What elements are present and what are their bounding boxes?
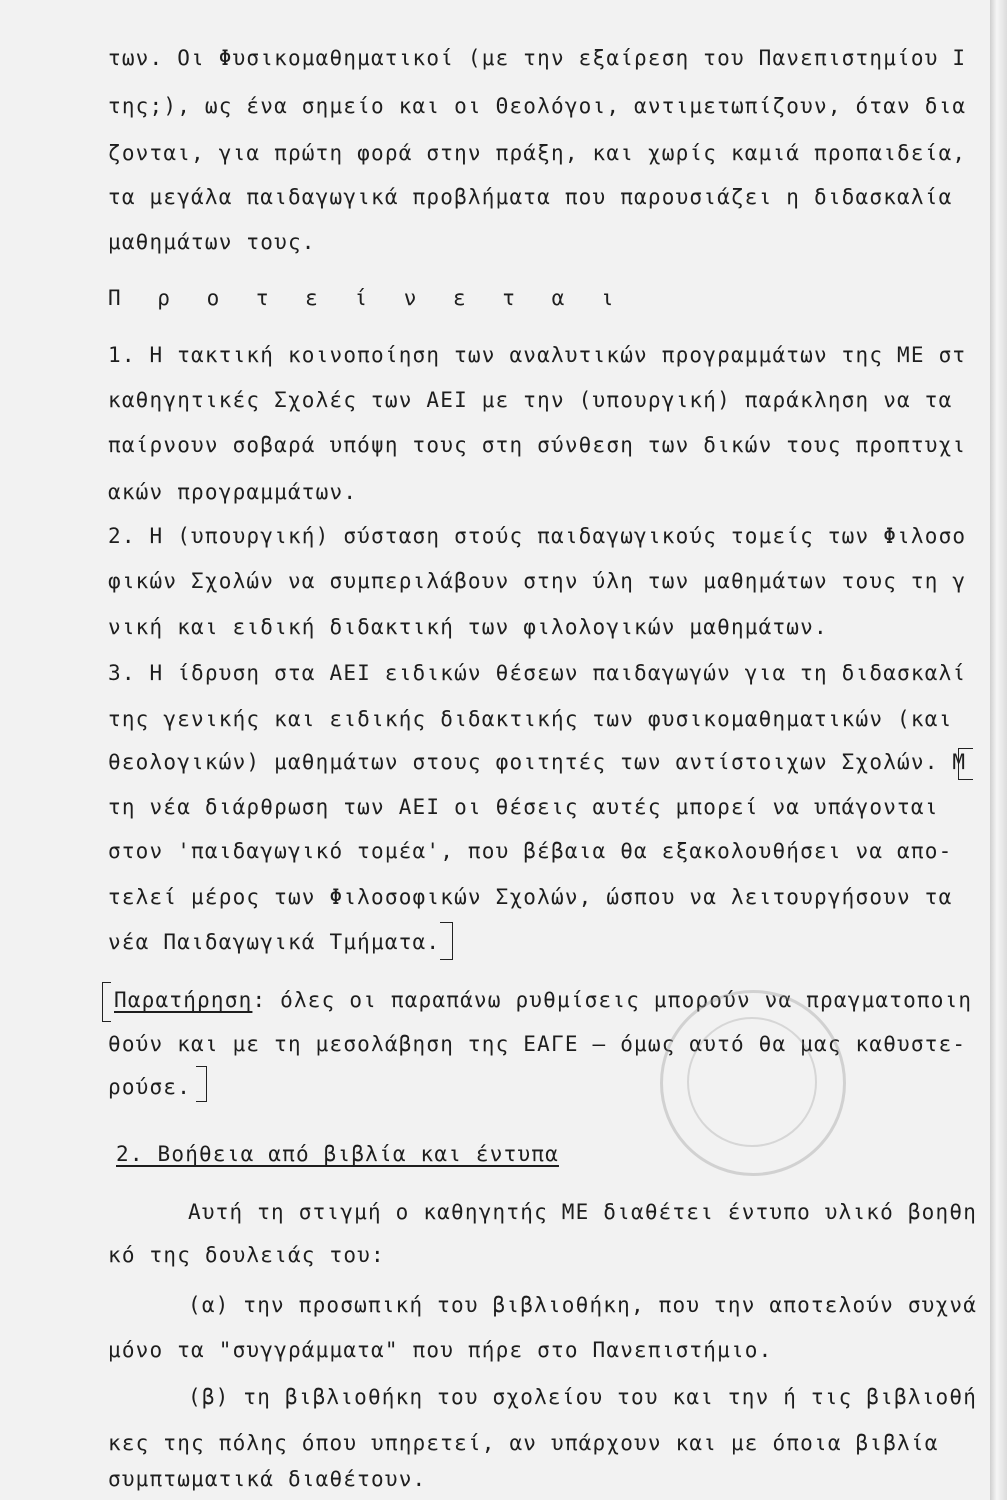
text-line-20: νέα Παιδαγωγικά Τμήματα. (108, 930, 441, 954)
text-line-12: φικών Σχολών να συμπεριλάβουν στην ύλη των μαθημάτων τους τη γ (108, 569, 967, 593)
text-line-18: στον 'παιδαγωγικό τομέα', που βέβαια θα εξακολουθήσει να απο- (108, 839, 953, 863)
text-line-13: νική και ειδική διδακτική των φιλολογικών μαθημάτων. (108, 615, 828, 639)
text-line-8: καθηγητικές Σχολές των ΑΕΙ με την (υπουργική) παράκληση να τα (108, 388, 953, 412)
note-line-1 (114, 987, 972, 1013)
text-line-9: παίρνουν σοβαρά υπόψη τους στη σύνθεση των δικών τους προπτυχι (108, 433, 967, 457)
text-line-25: Αυτή τη στιγμή ο καθηγητής ΜΕ διαθέτει έντυπο υλικό βοηθη (188, 1200, 978, 1224)
text-line-15: της γενικής και ειδικής διδακτικής των φυσικομαθηματικών (και (108, 707, 953, 731)
text-line-4: τα μεγάλα παιδαγωγικά προβλήματα που παρουσιάζει η διδασκαλία (108, 185, 953, 209)
text-line-17: τη νέα διάρθρωση των ΑΕΙ οι θέσεις αυτές μπορεί να υπάγονται (108, 795, 939, 819)
text-line-7: 1. Η τακτική κοινοποίηση των αναλυτικών προγραμμάτων της ΜΕ στ (108, 343, 967, 367)
text-line-1: των. Οι Φυσικομαθηματικοί (με την εξαίρεση του Πανεπιστημίου Ι (108, 46, 967, 70)
note-text: όλες οι παραπάνω ρυθμίσεις μπορούν να πραγματοποιη (280, 988, 973, 1012)
text-line-5: μαθημάτων τους. (108, 230, 316, 254)
section-heading-proteinetai: Π ρ ο τ ε ί ν ε τ α ι (108, 286, 626, 310)
text-line-29: (β) τη βιβλιοθήκη του σχολείου του και την ή τις βιβλιοθή (188, 1385, 978, 1409)
note-close-bracket (196, 1066, 207, 1102)
note-label: Παρατήρηση (114, 988, 253, 1012)
text-line-23: ρούσε. (108, 1075, 192, 1099)
text-line-31: συμπτωματικά διαθέτουν. (108, 1467, 427, 1491)
text-line-2: της;), ως ένα σημείο και οι Θεολόγοι, αντιμετωπίζουν, όταν δια (108, 94, 967, 118)
page-edge-shadow (990, 0, 1007, 1500)
text-line-28: μόνο τα "συγγράμματα" που πήρε στο Πανεπιστήμιο. (108, 1338, 773, 1362)
text-line-3: ζονται, για πρώτη φορά στην πράξη, και χωρίς καμιά προπαιδεία, (108, 141, 967, 165)
text-line-26: κό της δουλειάς του: (108, 1243, 385, 1267)
text-line-27: (α) την προσωπική του βιβλιοθήκη, που την αποτελούν συχνά (188, 1293, 978, 1317)
close-bracket (440, 922, 453, 960)
text-line-30: κες της πόλης όπου υπηρετεί, αν υπάρχουν και με όποια βιβλία (108, 1431, 939, 1455)
text-line-11: 2. Η (υπουργική) σύσταση στούς παιδαγωγικούς τομείς των Φιλοσο (108, 524, 967, 548)
note-colon: : (252, 988, 267, 1012)
text-line-10: ακών προγραμμάτων. (108, 480, 358, 504)
text-line-14: 3. Η ίδρυση στα ΑΕΙ ειδικών θέσεων παιδαγωγών για τη διδασκαλί (108, 661, 967, 685)
open-bracket (958, 748, 973, 780)
text-line-22: θούν και με τη μεσολάβηση της ΕΑΓΕ — όμως αυτό θα μας καθυστε- (108, 1032, 967, 1056)
text-line-16: θεολογικών) μαθημάτων στους φοιτητές των αντίστοιχων Σχολών. Μ (108, 750, 967, 774)
faded-seal-stamp (660, 990, 846, 1176)
note-open-bracket (102, 982, 111, 1022)
section-heading-books: 2. Βοήθεια από βιβλία και έντυπα (116, 1142, 559, 1166)
text-line-19: τελεί μέρος των Φιλοσοφικών Σχολών, ώσπου να λειτουργήσουν τα (108, 885, 953, 909)
